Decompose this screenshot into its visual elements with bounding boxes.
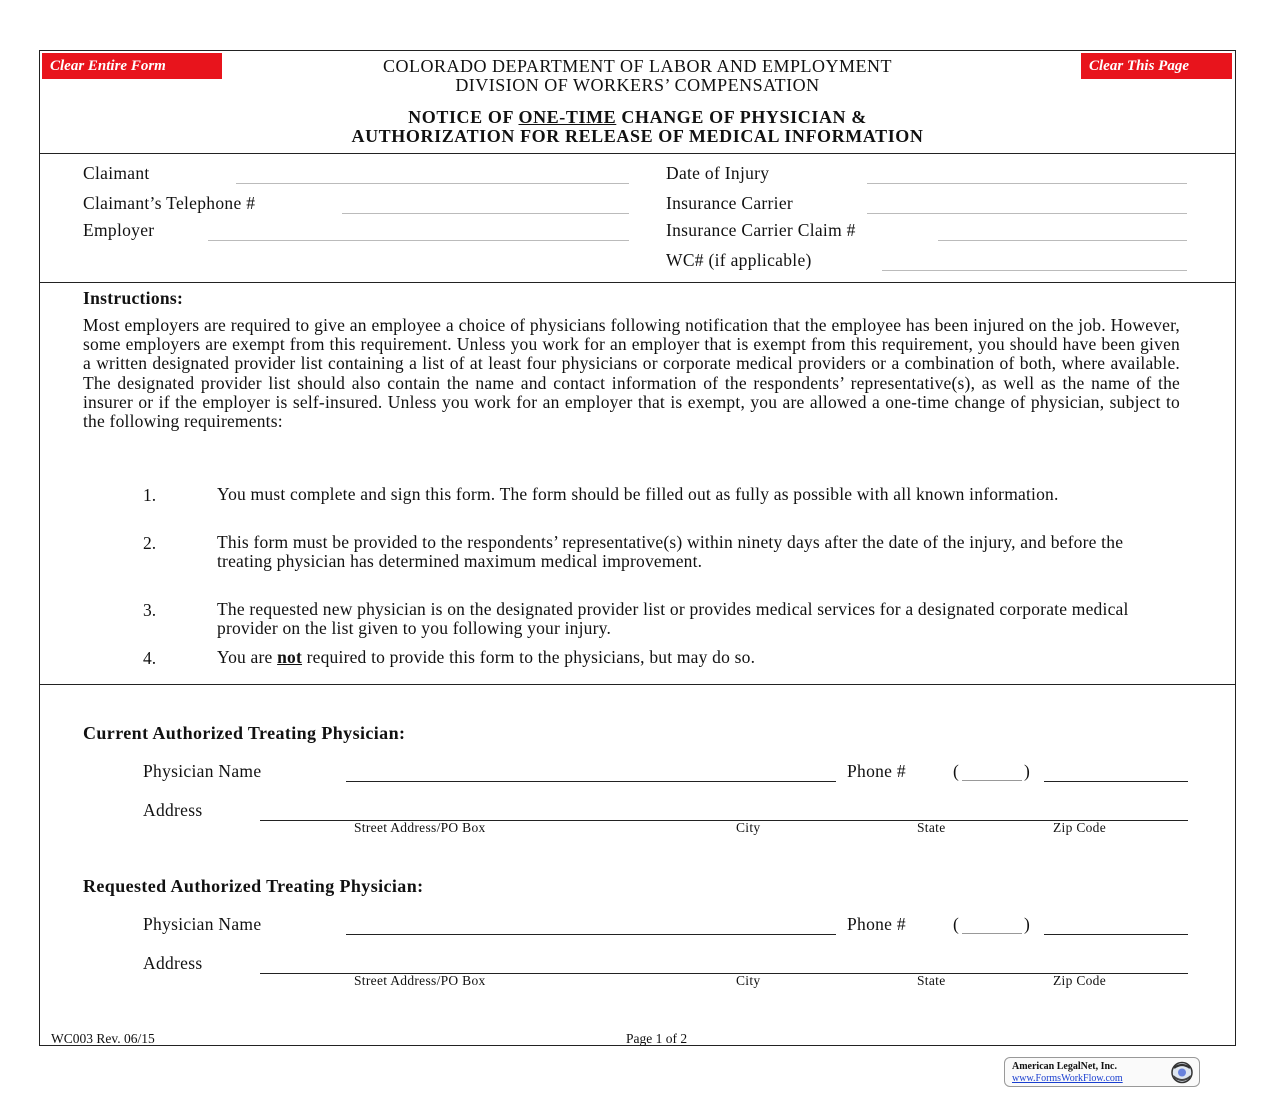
globe-icon — [1165, 1060, 1195, 1085]
requested-paren-open: ( — [953, 914, 960, 934]
claimant-input[interactable] — [236, 166, 629, 184]
date-of-injury-label: Date of Injury — [666, 163, 770, 183]
clear-entire-form-button[interactable]: Clear Entire Form — [42, 53, 222, 79]
requested-address-label: Address — [143, 953, 203, 973]
current-area-code-input[interactable] — [962, 761, 1022, 781]
requested-physician-heading: Requested Authorized Treating Physician: — [83, 876, 424, 896]
insurance-carrier-label: Insurance Carrier — [666, 193, 794, 213]
division-name: DIVISION OF WORKERS’ COMPENSATION — [455, 75, 820, 95]
employer-input[interactable] — [208, 223, 629, 241]
requested-phone-label: Phone # — [847, 914, 906, 934]
form-id: WC003 Rev. 06/15 — [51, 1031, 155, 1046]
list-item-number: 3. — [143, 600, 157, 620]
item4-after: required to provide this form to the physicians, but may do so. — [302, 647, 756, 667]
insurance-carrier-input[interactable] — [867, 196, 1187, 214]
title-underlined: ONE-TIME — [518, 107, 617, 127]
divider-header — [39, 153, 1236, 154]
current-physician-name-label: Physician Name — [143, 761, 262, 781]
carrier-claim-label: Insurance Carrier Claim # — [666, 220, 856, 240]
requested-state-caption: State — [917, 973, 946, 988]
requested-zip-caption: Zip Code — [1053, 973, 1107, 988]
form-title-line1 — [0, 108, 1275, 127]
current-address-label: Address — [143, 800, 203, 820]
logo-url[interactable]: www.FormsWorkFlow.com — [1012, 1073, 1123, 1084]
current-street-caption: Street Address/PO Box — [354, 820, 486, 835]
page-number: Page 1 of 2 — [626, 1031, 688, 1046]
current-paren-close: ) — [1024, 761, 1031, 781]
instructions-heading: Instructions: — [83, 288, 184, 308]
current-phone-label: Phone # — [847, 761, 906, 781]
clear-this-page-button[interactable]: Clear This Page — [1081, 53, 1232, 79]
carrier-claim-input[interactable] — [938, 223, 1187, 241]
current-phone-input[interactable] — [1044, 762, 1188, 782]
list-item-text: You must complete and sign this form. The form should be filled out as fully as possible with all known information. — [217, 484, 1059, 504]
current-zip-caption: Zip Code — [1053, 820, 1107, 835]
agency-name: COLORADO DEPARTMENT OF LABOR AND EMPLOYMENT — [383, 56, 892, 76]
logo-company: American LegalNet, Inc. — [1012, 1061, 1117, 1072]
vendor-logo — [1004, 1057, 1200, 1087]
requested-physician-name-label: Physician Name — [143, 914, 262, 934]
wc-number-label: WC# (if applicable) — [666, 250, 812, 270]
list-item-text: The requested new physician is on the designated provider list or provides medical services for a designated corporate medical provider on the list given to you following your injury. — [217, 599, 1129, 639]
list-item-number: 2. — [143, 533, 157, 553]
requested-area-code-input[interactable] — [962, 914, 1022, 934]
title-suffix: CHANGE OF PHYSICIAN & — [616, 107, 867, 127]
claimant-label: Claimant — [83, 163, 150, 183]
current-physician-name-input[interactable] — [346, 762, 836, 782]
requested-city-caption: City — [736, 973, 761, 988]
current-address-input[interactable] — [260, 801, 1188, 821]
current-paren-open: ( — [953, 761, 960, 781]
requested-physician-name-input[interactable] — [346, 915, 836, 935]
claimant-phone-input[interactable] — [342, 196, 629, 214]
list-item-number: 4. — [143, 648, 157, 668]
divider-instructions — [39, 684, 1236, 685]
date-of-injury-input[interactable] — [867, 166, 1187, 184]
list-item-number: 1. — [143, 485, 157, 505]
requested-street-caption: Street Address/PO Box — [354, 973, 486, 988]
current-state-caption: State — [917, 820, 946, 835]
divider-fields — [39, 282, 1236, 283]
current-physician-heading: Current Authorized Treating Physician: — [83, 723, 406, 743]
list-item-text — [217, 648, 1177, 667]
item4-not: not — [277, 647, 303, 667]
employer-label: Employer — [83, 220, 155, 240]
wc-number-input[interactable] — [882, 253, 1187, 271]
item4-before: You are — [217, 647, 278, 667]
instructions-paragraph: Most employers are required to give an employee a choice of physicians following notification that the employee has been injured on the job. However, some employers are exempt from this requirement. Unless you work for an employer that is exempt from this requirement, you should have been given a written designated provider list containing a list of at least four physicians or corporate medical providers or a combination of both, where available. The designated provider list should also contain the name and contact information of the respondents’ representative(s), as well as the name of the insurer or if the employer is self-insured. Unless you work for an employer that is exempt, you are allowed a one-time change of physician, subject to the following requirements: — [83, 315, 1180, 432]
title-prefix: NOTICE OF — [408, 107, 519, 127]
form-title-line2: AUTHORIZATION FOR RELEASE OF MEDICAL INFORMATION — [351, 126, 924, 146]
requested-paren-close: ) — [1024, 914, 1031, 934]
claimant-phone-label: Claimant’s Telephone # — [83, 193, 256, 213]
current-city-caption: City — [736, 820, 761, 835]
list-item-text: This form must be provided to the respondents’ representative(s) within ninety days after the date of the injury, and before the treating physician has determined maximum medical improvement. — [217, 532, 1124, 572]
requested-phone-input[interactable] — [1044, 915, 1188, 935]
requested-address-input[interactable] — [260, 954, 1188, 974]
